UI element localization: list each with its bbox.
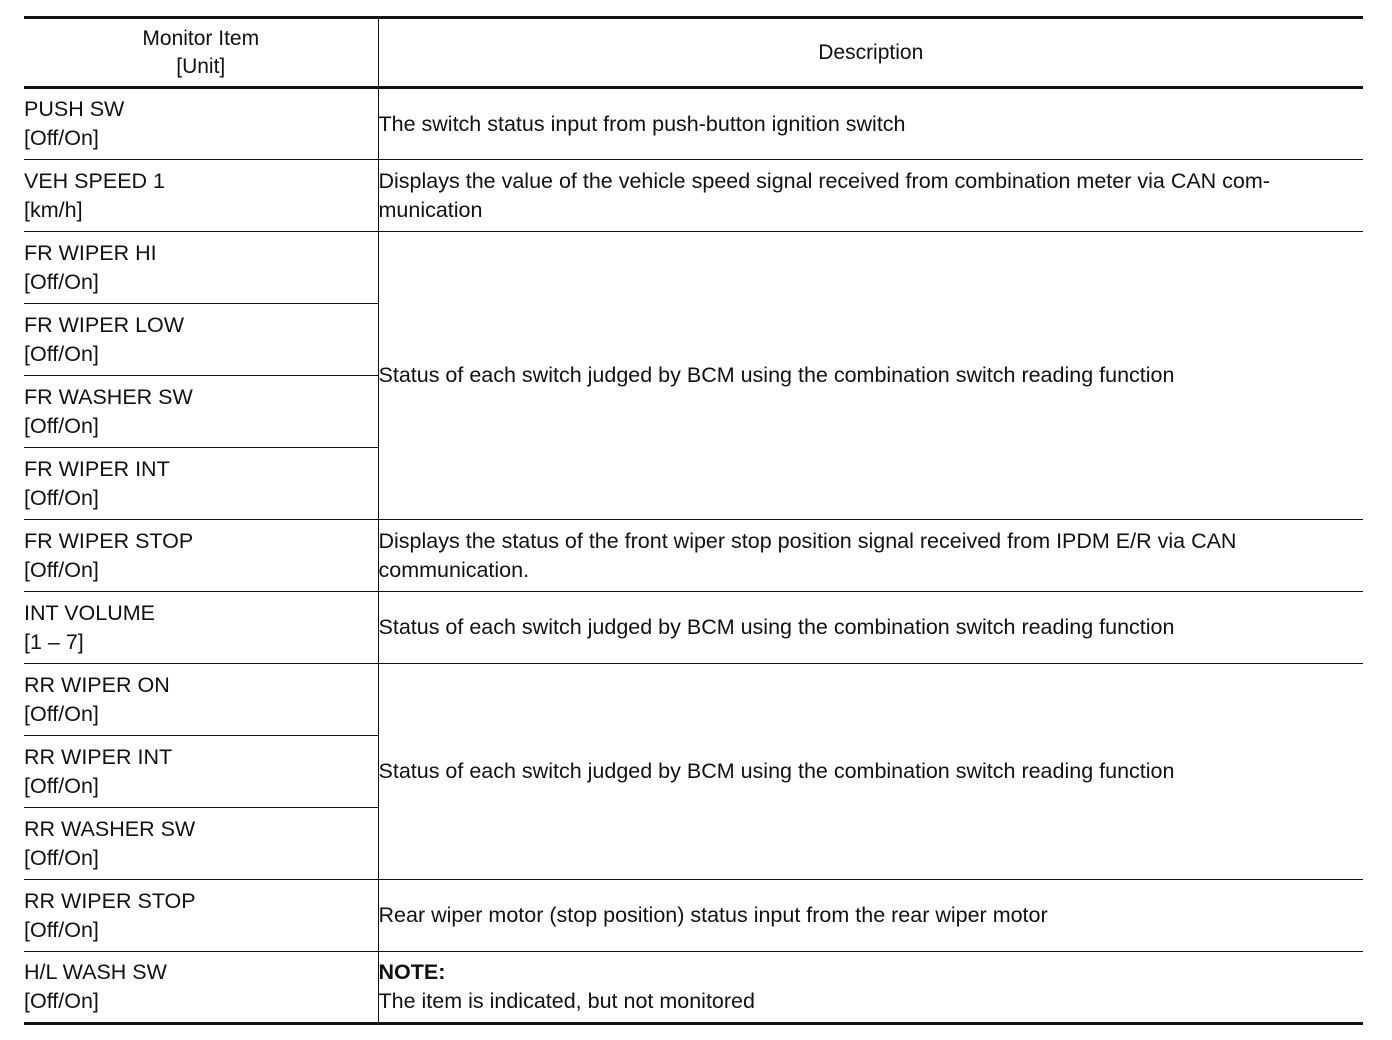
monitor-item-name: FR WIPER LOW [24,312,185,337]
monitor-item-cell [24,448,378,520]
monitor-item-name: PUSH SW [24,97,125,121]
monitor-item-cell [24,808,378,880]
monitor-item-cell [24,952,378,1024]
description-cell [378,160,1363,232]
description-text: The switch status input from push-button ignition switch [378,111,906,136]
note-title: NOTE: [378,960,446,984]
monitor-item-unit: [Off/On] [24,917,99,942]
monitor-item-cell [24,232,378,304]
table-row [24,160,1363,232]
description-text: Displays the status of the front wiper stop position signal received from IPDM E/R via CAN [378,528,1237,553]
monitor-item-cell [24,592,378,664]
monitor-item-unit: [Off/On] [24,845,99,870]
description-cell [378,664,1363,880]
monitor-item-cell [24,880,378,952]
header-description: Description [818,40,924,64]
monitor-item-cell [24,520,378,592]
description-text: Status of each switch judged by BCM using the combination switch reading function [378,615,1175,639]
monitor-item-table [24,16,1363,1025]
header-monitor-item [24,18,378,88]
monitor-item-cell [24,88,378,160]
description-cell [378,520,1363,592]
monitor-item-unit: [Off/On] [24,269,99,294]
table-row [24,88,1363,160]
table-row [24,664,1363,736]
description-cell [378,952,1363,1024]
description-text: Status of each switch judged by BCM using the combination switch reading function [378,363,1175,387]
header-monitor-item-label: Monitor Item [142,26,260,50]
monitor-item-cell [24,664,378,736]
description-cell [378,592,1363,664]
monitor-item-unit: [Off/On] [24,989,99,1013]
description-text: Status of each switch judged by BCM using the combination switch reading function [378,759,1175,783]
description-text: communication. [378,557,530,582]
monitor-item-unit: [Off/On] [24,557,99,582]
description-cell [378,880,1363,952]
monitor-item-unit: [Off/On] [24,773,99,798]
monitor-item-unit: [km/h] [24,197,83,222]
monitor-item-name: FR WIPER STOP [24,528,194,553]
monitor-item-unit: [Off/On] [24,701,99,726]
monitor-item-name: FR WIPER INT [24,456,170,481]
monitor-item-name: RR WASHER SW [24,816,196,841]
table-row [24,952,1363,1024]
description-text: Rear wiper motor (stop position) status input from the rear wiper motor [378,903,1048,927]
monitor-item-name: VEH SPEED 1 [24,168,165,193]
monitor-item-unit: [Off/On] [24,485,99,510]
table-header-row [24,18,1363,88]
monitor-item-cell [24,304,378,376]
monitor-item-name: FR WASHER SW [24,384,193,409]
monitor-item-unit: [Off/On] [24,126,99,150]
table-row [24,592,1363,664]
description-cell [378,88,1363,160]
header-unit-label: [Unit] [176,54,226,78]
table-row [24,880,1363,952]
monitor-item-unit: [1 – 7] [24,629,84,654]
table-row [24,232,1363,304]
table-row [24,520,1363,592]
monitor-item-unit: [Off/On] [24,413,99,438]
monitor-item-name: RR WIPER INT [24,744,173,769]
monitor-item-name: FR WIPER HI [24,240,157,265]
monitor-item-name: RR WIPER STOP [24,888,196,913]
monitor-item-cell [24,736,378,808]
description-cell [378,232,1363,520]
monitor-item-unit: [Off/On] [24,341,99,366]
monitor-item-name: INT VOLUME [24,600,156,625]
monitor-item-cell [24,160,378,232]
description-text: munication [378,197,483,222]
monitor-item-cell [24,376,378,448]
monitor-item-name: H/L WASH SW [24,960,167,984]
note-text: The item is indicated, but not monitored [378,989,755,1013]
description-text: Displays the value of the vehicle speed signal received from combination meter via CAN com- [378,168,1270,193]
monitor-item-name: RR WIPER ON [24,672,170,697]
